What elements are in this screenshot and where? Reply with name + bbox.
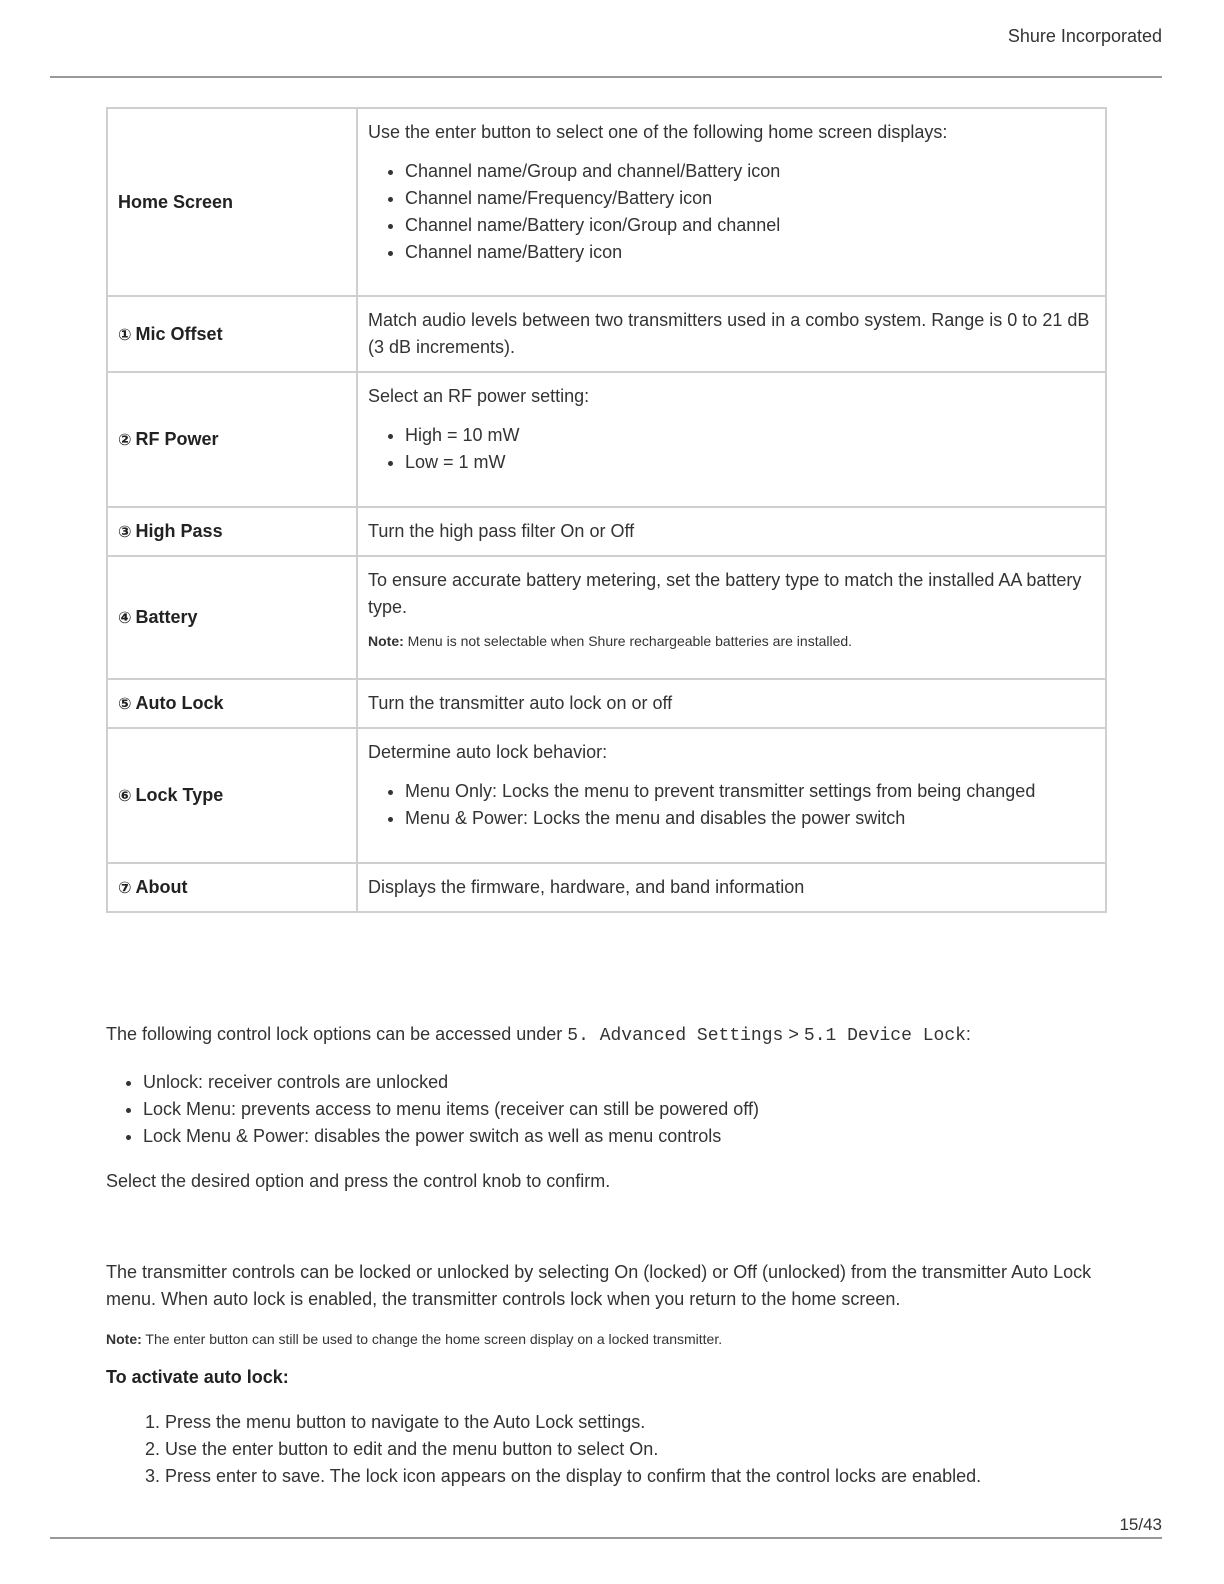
company-name: Shure Incorporated — [1007, 26, 1162, 46]
list-item: 2. Use the enter button to edit and the menu button to select On. — [165, 1436, 1106, 1463]
row-description — [357, 507, 1106, 556]
list-item: • Channel name/Battery icon — [405, 239, 1095, 266]
number-badge-icon: ③ — [118, 522, 132, 541]
row-text: Match audio levels between two transmitters used in a combo system. Range is 0 to 21 dB (3 dB increments). — [368, 310, 1090, 357]
row-label-text: Home Screen — [118, 191, 234, 212]
row-label-text: Mic Offset — [135, 323, 223, 344]
row-text: Turn the high pass filter On or Off — [368, 521, 635, 541]
row-description — [357, 296, 1106, 372]
intro-suffix: : — [965, 1024, 971, 1044]
menu-settings-table — [106, 107, 1107, 913]
table-row — [107, 863, 1106, 912]
note-label: Note: — [368, 633, 404, 649]
row-description — [357, 372, 1106, 507]
number-badge-icon: ② — [118, 430, 132, 449]
list-item: • Low = 1 mW — [405, 449, 1095, 476]
lock-options-list — [106, 1069, 1106, 1150]
intro-text: The following control lock options can be accessed under — [106, 1024, 563, 1044]
table-row — [107, 728, 1106, 863]
list-item: • Channel name/Frequency/Battery icon — [405, 185, 1095, 212]
path-separator: > — [788, 1024, 799, 1044]
table-row — [107, 296, 1106, 372]
row-text: Displays the firmware, hardware, and band information — [368, 877, 805, 897]
table-row — [107, 108, 1106, 296]
list-item: • Menu & Power: Locks the menu and disables the power switch — [405, 805, 1095, 832]
row-label — [107, 556, 357, 679]
row-label — [107, 728, 357, 863]
table-row — [107, 372, 1106, 507]
confirm-instruction: Select the desired option and press the control knob to confirm. — [106, 1171, 611, 1191]
list-item: • Lock Menu: prevents access to menu items (receiver can still be powered off) — [143, 1096, 1106, 1123]
list-item: • Lock Menu & Power: disables the power switch as well as menu controls — [143, 1123, 1106, 1150]
option-list — [368, 158, 1095, 266]
transmitter-lock-section — [106, 1259, 1106, 1490]
row-label-text: Battery — [135, 607, 198, 627]
row-intro: Use the enter button to select one of the following home screen displays: — [368, 122, 948, 142]
control-lock-intro — [106, 1021, 1106, 1050]
row-label — [107, 108, 357, 296]
number-badge-icon: ⑥ — [118, 786, 132, 805]
list-item: • High = 10 mW — [405, 422, 1095, 449]
row-label-text: Auto Lock — [135, 693, 224, 713]
table-row — [107, 556, 1106, 679]
transmitter-note — [106, 1329, 1106, 1349]
option-list — [368, 422, 1095, 476]
row-text: To ensure accurate battery metering, set the battery type to match the installed AA battery type. — [368, 570, 1082, 617]
note-text: The enter button can still be used to change the home screen display on a locked transmitter. — [145, 1331, 723, 1347]
row-intro: Determine auto lock behavior: — [368, 742, 608, 762]
header-rule — [50, 76, 1162, 78]
number-badge-icon: ④ — [118, 608, 132, 627]
list-item: 3. Press enter to save. The lock icon appears on the display to confirm that the control locks are enabled. — [165, 1463, 1106, 1490]
list-item: • Channel name/Group and channel/Battery icon — [405, 158, 1095, 185]
row-intro: Select an RF power setting: — [368, 386, 590, 406]
row-label-text: About — [135, 877, 188, 897]
number-badge-icon: ① — [118, 324, 132, 344]
row-text: Turn the transmitter auto lock on or off — [368, 693, 673, 713]
row-label — [107, 372, 357, 507]
row-label-text: RF Power — [135, 429, 219, 449]
row-label-text: High Pass — [135, 521, 223, 541]
footer-rule — [50, 1537, 1162, 1539]
list-item: • Unlock: receiver controls are unlocked — [143, 1069, 1106, 1096]
row-note — [368, 631, 1095, 651]
row-label — [107, 863, 357, 912]
page-number: 15/43 — [1119, 1515, 1162, 1534]
note-text: Menu is not selectable when Shure rechargeable batteries are installed. — [407, 633, 853, 649]
table-row — [107, 679, 1106, 728]
row-description — [357, 863, 1106, 912]
row-label — [107, 296, 357, 372]
note-label: Note: — [106, 1331, 142, 1347]
steps-list — [106, 1409, 1106, 1490]
row-description — [357, 679, 1106, 728]
menu-path-advanced-settings: 5. Advanced Settings — [567, 1026, 784, 1046]
option-list — [368, 778, 1095, 832]
row-description — [357, 556, 1106, 679]
row-description — [357, 108, 1106, 296]
steps-heading: To activate auto lock: — [106, 1367, 289, 1387]
transmitter-lock-paragraph: The transmitter controls can be locked or unlocked by selecting On (locked) or Off (unlocked) from the transmitter Auto Lock menu. When auto lock is enabled, the transmitter controls lock when you return to the home screen. — [106, 1262, 1092, 1309]
table-row — [107, 507, 1106, 556]
number-badge-icon: ⑦ — [118, 878, 132, 897]
row-label-text: Lock Type — [135, 785, 224, 805]
row-description — [357, 728, 1106, 863]
list-item: • Channel name/Battery icon/Group and channel — [405, 212, 1095, 239]
number-badge-icon: ⑤ — [118, 694, 132, 713]
menu-path-device-lock: 5.1 Device Lock — [803, 1026, 966, 1046]
row-label — [107, 679, 357, 728]
row-label — [107, 507, 357, 556]
list-item: • Menu Only: Locks the menu to prevent transmitter settings from being changed — [405, 778, 1095, 805]
control-lock-section — [106, 1021, 1106, 1195]
list-item: 1. Press the menu button to navigate to the Auto Lock settings. — [165, 1409, 1106, 1436]
